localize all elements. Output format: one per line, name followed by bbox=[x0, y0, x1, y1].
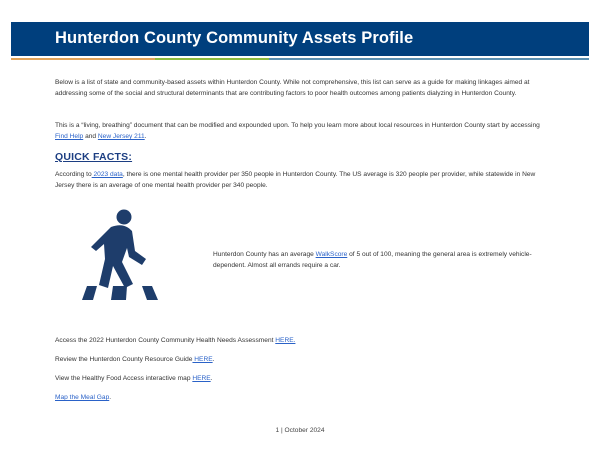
nj-211-link[interactable]: New Jersey 211 bbox=[97, 133, 145, 140]
pedestrian-crosswalk-icon bbox=[80, 206, 162, 302]
accent-stripe-green bbox=[155, 58, 269, 60]
meal-gap-link[interactable]: Map the Meal Gap bbox=[55, 394, 110, 401]
meal-gap-line: Map the Meal Gap. bbox=[55, 394, 112, 401]
resource-guide-here-link[interactable]: HERE bbox=[192, 356, 213, 363]
quick-facts-heading: QUICK FACTS: bbox=[55, 151, 133, 163]
page-footer: 1 | October 2024 bbox=[275, 427, 325, 434]
resources-paragraph: This is a “living, breathing” document that can be modified and expounded upon. To help you learn more about local resources in Hunterdon County start by accessing Find Help and New Jersey 211. bbox=[55, 122, 540, 140]
walkscore-link[interactable]: WalkScore bbox=[315, 251, 348, 258]
mental-health-fact: According to 2023 data, there is one mental health provider per 350 people in Hunterdon County. The US average is 320 people per provider, while statewide in New Jersey there is an average of one mental health provider per 340 people. bbox=[55, 171, 536, 189]
food-access-line: View the Healthy Food Access interactive map HERE. bbox=[55, 375, 213, 382]
chna-line: Access the 2022 Hunterdon County Community Health Needs Assessment HERE. bbox=[55, 337, 296, 344]
resource-guide-line: Review the Hunterdon County Resource Guide HERE. bbox=[55, 356, 215, 363]
data-2023-link[interactable]: 2023 data bbox=[91, 171, 123, 178]
intro-paragraph: Below is a list of state and community-based assets within Hunterdon County. While not comprehensive, this list can serve as a guide for making linkages aimed at addressing some of the social and structural determinants that are contributing factors to poor health outcomes among patients dialyzing in Hunterdon County. bbox=[55, 79, 530, 97]
walkscore-paragraph: Hunterdon County has an average WalkScore of 5 out of 100, meaning the general area is extremely vehicle-dependent. Almost all errands require a car. bbox=[213, 251, 532, 269]
accent-stripe-teal bbox=[269, 58, 589, 60]
page-title-bar bbox=[11, 22, 589, 56]
page-title: Hunterdon County Community Assets Profile bbox=[55, 29, 414, 47]
food-access-here-link[interactable]: HERE bbox=[192, 375, 211, 382]
chna-here-link[interactable]: HERE. bbox=[275, 337, 296, 344]
find-help-link[interactable]: Find Help bbox=[55, 133, 84, 140]
accent-stripe-orange bbox=[11, 58, 155, 60]
